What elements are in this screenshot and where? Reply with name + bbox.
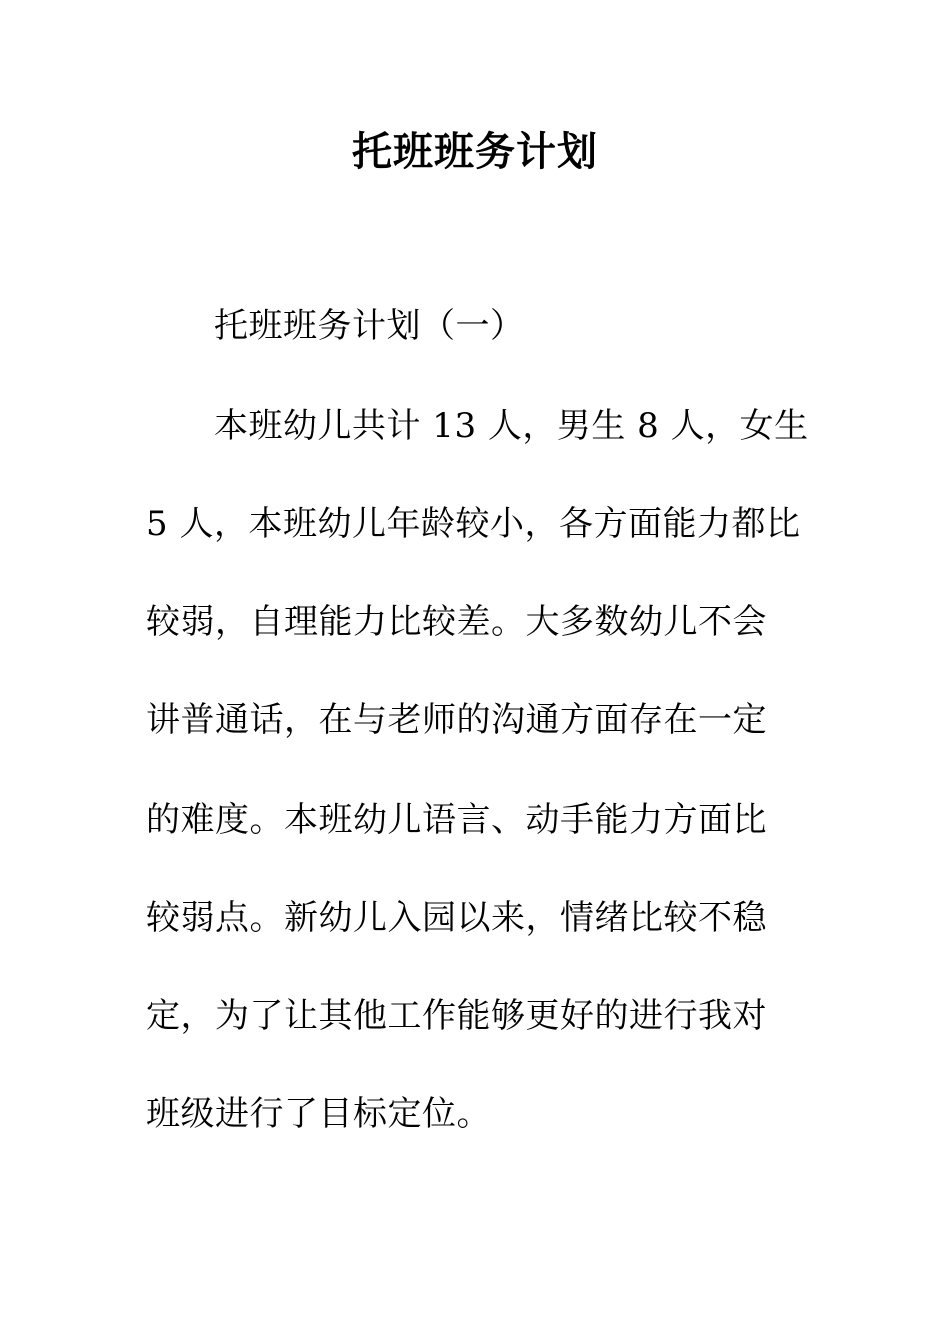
paragraph-line: 较弱点。新幼儿入园以来，情绪比较不稳 [146,898,767,938]
document-title: 托班班务计划 [352,128,598,175]
section-heading: 托班班务计划（一） [214,306,525,346]
paragraph-line: 定，为了让其他工作能够更好的进行我对 [146,996,767,1036]
paragraph-line: 的难度。本班幼儿语言、动手能力方面比 [146,800,767,840]
paragraph-line: 本班幼儿共计 13 人，男生 8 人，女生 [214,406,809,446]
paragraph-line: 讲普通话，在与老师的沟通方面存在一定 [146,700,767,740]
paragraph-line: 班级进行了目标定位。 [146,1094,491,1134]
paragraph-line: 较弱，自理能力比较差。大多数幼儿不会 [146,602,767,642]
paragraph-line: 5 人，本班幼儿年龄较小，各方面能力都比 [146,504,801,544]
